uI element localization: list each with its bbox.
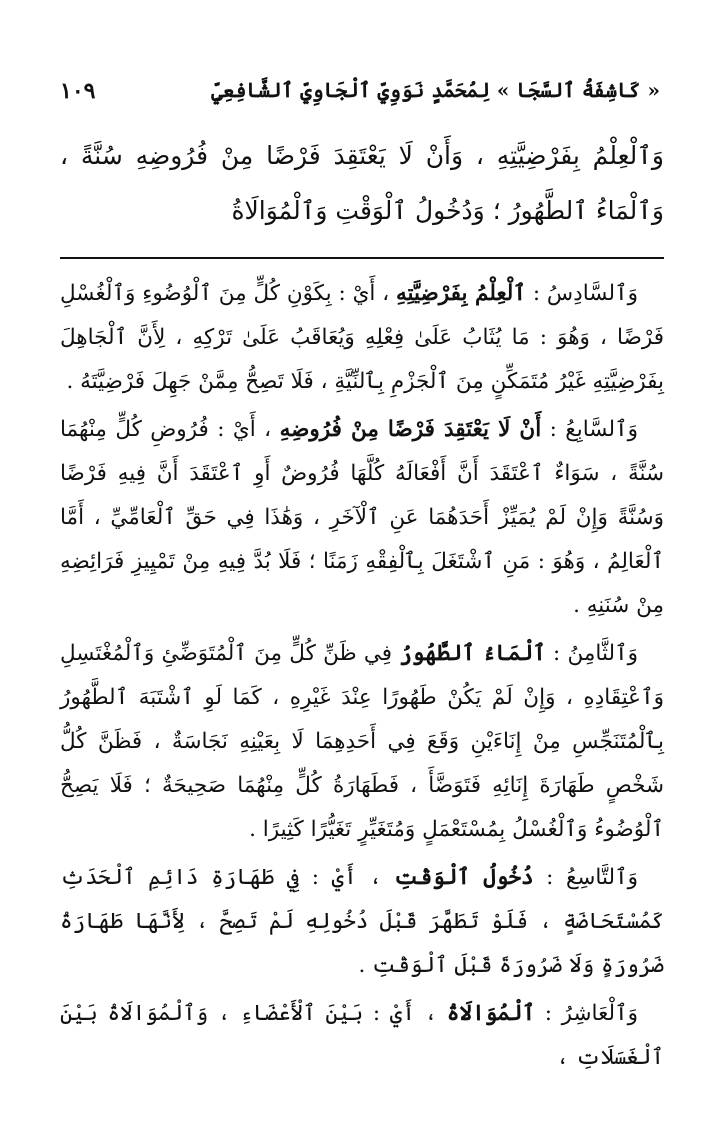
paragraph-lead: وَٱلْعَاشِرُ :	[535, 1001, 638, 1026]
paragraph-text: ، أَيْ : فِي طَهَارَةِ دَائِمِ ٱلْحَدَثِ كَمُسْتَحَاضَةٍ ، فَلَوْ تَطَهَّرَ قَبْلَ دُخُولِهِ لَمْ تَصِحَّ ، لِأَنَّهَا طَهَارَةُ ضَرُورَةٍ وَلَا ضَرُورَةَ قَبْلَ ٱلْوَقْتِ .	[60, 865, 664, 978]
paragraph-text: فِي ظَنِّ كُلٍّ مِنَ ٱلْمُتَوَضِّئِ وَٱلْمُغْتَسِلِ وَٱعْتِقَادِهِ ، وَإِنْ لَمْ يَكُنْ طَهُورًا عِنْدَ غَيْرِهِ ، كَمَا لَوِ ٱشْتَبَهَ ٱلطَّهُورُ بِٱلْمُتَنَجِّسِ مِنْ إِنَاءَيْنِ وَقَعَ فِي أَحَدِهِمَا لَا بِعَيْنِهِ نَجَاسَةٌ ، فَظَنَّ كُلُّ شَخْصٍ طَهَارَةَ إِنَائِهِ فَتَوَضَّأَ ، فَطَهَارَةُ كُلٍّ مِنْهُمَا صَحِيحَةٌ ؛ فَلَا يَصِحُّ ٱلْوُضُوءُ وَٱلْغُسْلُ بِمُسْتَعْمَلٍ وَمُتَغَيِّرٍ تَغَيُّرًا كَثِيرًا .	[60, 641, 664, 842]
commentary-paragraph-ninth	[60, 856, 664, 988]
page-number: ١٠٩	[60, 78, 96, 104]
commentary	[60, 272, 664, 1084]
matn-term: ٱلْعِلْمُ بِفَرْضِيَّتِهِ	[396, 281, 526, 306]
separator-rule	[60, 257, 664, 259]
page-header	[60, 72, 660, 112]
commentary-paragraph-seventh	[60, 408, 664, 628]
paragraph-lead: وَٱلثَّامِنُ :	[545, 641, 638, 666]
commentary-paragraph-tenth	[60, 992, 664, 1080]
paragraph-lead: وَٱلتَّاسِعُ :	[533, 865, 638, 890]
paragraph-text: ، أَيْ : بِكَوْنِ كُلٍّ مِنَ ٱلْوُضُوءِ وَٱلْغُسْلِ فَرْضًا ، وَهُوَ : مَا يُثَابُ عَلَىٰ فِعْلِهِ وَيُعَاقَبُ عَلَىٰ تَرْكِهِ ، لِأَنَّ ٱلْجَاهِلَ بِفَرْضِيَّتِهِ غَيْرُ مُتَمَكِّنٍ مِنَ ٱلْجَزْمِ بِٱلنِّيَّةِ ، فَلَا تَصِحُّ مِمَّنْ جَهِلَ فَرْضِيَّتَهُ .	[60, 281, 664, 394]
paragraph-lead: وَٱلسَّادِسُ :	[525, 281, 638, 306]
commentary-paragraph-sixth	[60, 272, 664, 404]
matn-text: وَٱلْعِلْمُ بِفَرْضِيَّتِهِ ، وَأَنْ لَا يَعْتَقِدَ فَرْضًا مِنْ فُرُوضِهِ سُنَّةً ، وَٱلْمَاءُ ٱلطَّهُورُ ؛ وَدُخُولُ ٱلْوَقْتِ وَٱلْمُوَالَاةُ	[60, 141, 664, 225]
paragraph-lead: وَٱلسَّابِعُ :	[541, 417, 638, 442]
matn-term: ٱلْمَاءُ ٱلطَّهُورُ	[399, 641, 546, 666]
matn-term: دُخُولُ ٱلْوَقْتِ	[394, 865, 534, 890]
running-title: « كَاشِفَةُ ٱلسَّجَا » لِمُحَمَّدٍ نَوَوِيِّ ٱلْجَاوِيِّ ٱلشَّافِعِيِّ	[211, 78, 660, 102]
matn-term: أَنْ لَا يَعْتَقِدَ فَرْضًا مِنْ فُرُوضِهِ	[279, 417, 542, 442]
paragraph-text: ، أَيْ : فُرُوضِ كُلٍّ مِنْهُمَا سُنَّةً ، سَوَاءٌ ٱعْتَقَدَ أَنَّ أَفْعَالَهُ كُلَّهَا فُرُوضٌ أَوِ ٱعْتَقَدَ أَنَّ فِيهِ فَرْضًا وَسُنَّةً وَإِنْ لَمْ يُمَيِّزْ أَحَدَهُمَا عَنِ ٱلْآخَرِ ، وَهَٰذَا فِي حَقِّ ٱلْعَامِّيِّ ، أَمَّا ٱلْعَالِمُ ، وَهُوَ : مَنِ ٱشْتَغَلَ بِٱلْفِقْهِ زَمَنًا ؛ فَلَا بُدَّ فِيهِ مِنْ تَمْيِيزِ فَرَائِضِهِ مِنْ سُنَنِهِ .	[60, 417, 664, 618]
commentary-paragraph-eighth	[60, 632, 664, 852]
paragraph-text: ، أَيْ : بَيْنَ ٱلْأَعْضَاءِ ، وَٱلْمُوَالَاةُ بَيْنَ ٱلْغَسَلَاتِ ،	[60, 1001, 664, 1070]
matn-term: ٱلْمُوَالَاةُ	[446, 1001, 536, 1026]
